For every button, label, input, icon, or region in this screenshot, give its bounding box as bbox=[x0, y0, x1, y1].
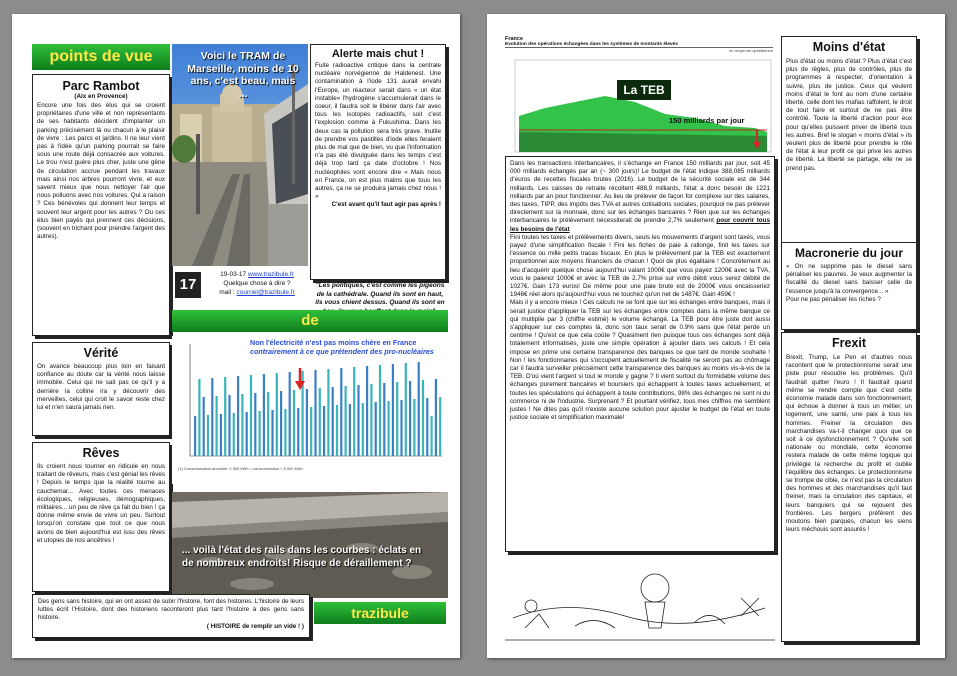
elec-bar bbox=[237, 376, 239, 456]
elec-bar bbox=[211, 378, 213, 456]
elec-bar bbox=[259, 411, 261, 456]
elec-bar bbox=[340, 368, 342, 456]
issue-info bbox=[204, 270, 310, 297]
reves-title: Rêves bbox=[82, 446, 120, 460]
frexit-article bbox=[781, 332, 917, 642]
teb-label: La TEB bbox=[617, 80, 671, 100]
elec-bar bbox=[194, 416, 196, 456]
elec-bar bbox=[375, 402, 377, 456]
macronerie-body: « On ne supprime pas le diesel sans pénaliser les pauvres. Je veux augmenter la fiscalité du diesel sans baisser celle de l'essence jusqu'à la convergence... » bbox=[786, 263, 912, 295]
elec-bar bbox=[349, 404, 351, 456]
teb-chart bbox=[505, 36, 773, 166]
elec-bar bbox=[228, 395, 230, 456]
elec-bar bbox=[310, 407, 312, 456]
moins-etat-article bbox=[781, 36, 917, 250]
brand-bottom: trazibule bbox=[314, 602, 446, 624]
moins-etat-title: Moins d'état bbox=[812, 40, 886, 54]
verite-article bbox=[32, 342, 170, 436]
elec-bar bbox=[297, 408, 299, 456]
parc-body: Encore une fois des élus qui se croient propriétaires d'une ville et non représentants de ses habitants décident d'implanter un parking précisément là ou chacun à le plaisir de vivre : Les parcs et jardins. Il ne leur vient pas à l'idée qu'un parking pourrait se faire sous une route déjà consacrée aux voitures. Le trou n'est guère plus cher, juste une gêne de circulation accrue pendant les travaux mais ainsi nos arbres pourront vivre, et eux savent mieux que nous nettoyer l'air que nous polluons avec nos voitures. Qui a raison ? Ces bénévoles qui donnent leur temps et souvent leur argent pour les autres ? Ou ces élus bien payés qui prennent ces décisions, (souvent en trichant pour prendre l'argent des autres). bbox=[37, 102, 165, 241]
teb-annotation: 150 milliards par jour bbox=[669, 116, 745, 125]
elec-bar bbox=[366, 366, 368, 456]
elec-bar bbox=[383, 383, 385, 456]
elec-bar bbox=[362, 403, 364, 456]
elec-chart-title: Non l'électricité n'est pas moins chère en France bbox=[250, 338, 417, 347]
teb-country: France bbox=[505, 36, 524, 42]
elec-bar bbox=[254, 393, 256, 456]
parc-title: Parc Rambot bbox=[62, 79, 140, 93]
right-page bbox=[487, 14, 945, 658]
elec-bar bbox=[276, 373, 278, 456]
electricity-chart bbox=[172, 336, 448, 484]
mail-label: mail : bbox=[219, 289, 235, 296]
frexit-title: Frexit bbox=[831, 336, 867, 350]
electricity-chart-drawing bbox=[172, 336, 448, 484]
elec-bar bbox=[241, 394, 243, 456]
elec-bar bbox=[207, 415, 209, 456]
macronerie-closing: Pour ne pas pénaliser les riches ? bbox=[786, 295, 881, 303]
histoire-article bbox=[32, 594, 310, 638]
elec-chart-subtitle: contrairement à ce que prétendent des pro-nucléaires bbox=[250, 347, 434, 356]
macronerie-article bbox=[781, 242, 917, 330]
elec-bar bbox=[396, 382, 398, 456]
alerte-body: Fuite radioactive critique dans la centrale nucléaire norvégienne de Haldenest. Une contamination à l'iode 131 aurait envahi l'Europe, un réacteur serait dans « un état instable» l'hydrogène s'accumulerait dans le coeur, il faudra soit le libérer dans l'air avec tous les isotopes radioactifs, soit c'est l'explosion comme à Fukushima. Dans les deux cas la pollution sera très grave. Inutile de prendre vos pastilles d'iode elles feraient plus de mal que de bien, vu que l'information n'a pas été divulguée dans les temps c'est déjà trop tard ça date d'octobre ! Nos nucléophiles vont encore dire « Mais nous en France, on est plus malins que tous les autres, ça ne se produira jamais chez nous ! » bbox=[315, 62, 441, 201]
elec-bar bbox=[413, 399, 415, 456]
alerte-title: Alerte mais chut ! bbox=[331, 48, 425, 60]
parc-subtitle: (Aix en Provence) bbox=[74, 93, 128, 100]
elec-bar bbox=[388, 401, 390, 456]
elec-bar bbox=[379, 365, 381, 456]
frexit-body: Brexit, Trump, Le Pen et d'autres nous racontent que le protectionnisme serait une piste pour résoudre les problèmes. Qu'il faudrait quitter l'euro ! Il faudrait quand même se rendre compte que c'est cette économie malade dans son fonctionnement, qui échoue à donner à tous un métier, un logement, une santé, une paix à tous les hommes. Freiner la circulation des marchandises va-t-il changer quoi que ce soit à ce dysfonctionnement ? Qu'elle soit nationale ou mondiale, cette économie restera malade de cette même logique qui privilégie la recherche du profit et oublie l'équilibre des échanges. Le protectionnisme se trompe de cible, ce n'est pas la circulation des hommes et des marchandises qu'il faut freiner, mais la circulation des capitaux, et leurs banquiers qui se rejouent des frontières. Les bergers préfèrent des moutons bien parqués, chacun les siens leurs méchouis sont assurés ! bbox=[786, 354, 912, 534]
teb-p1-text: Dans les transactions interbancaires, il s'échange en France 150 milliards par jour, soit 45 000 milliards échangés par an (~ 300 jours)! Le budget de l'état indique 388,085 milliards d'euros de recettes fiscales brutes (2016). Le budget de la sécurité sociale est de 344 milliards. Les caisses de retraite récoltent 488,9 milliards, l'état a donc besoin de 1221 milliards par an pour fonctionner. Au lieu de prélever de façon for complexe sur des salaires, des taxes, TIPP, des impôts des TVA et autres cotisations sociales, pourquoi ne pas prélever directement sur la monnaie, donc sur les échanges bancaires ? Rien que sur les échanges interbancaires le prélèvement nécessiterait de prendre 2,7% seulement bbox=[510, 160, 770, 225]
elec-bar bbox=[370, 384, 372, 456]
elec-bar bbox=[319, 388, 321, 456]
teb-p1 bbox=[510, 160, 770, 234]
elec-bar bbox=[306, 389, 308, 456]
elec-bar bbox=[314, 370, 316, 456]
parc-rambot-article bbox=[32, 74, 170, 336]
reves-article bbox=[32, 442, 170, 592]
teb-unit-note: en moyenne quotidienne bbox=[729, 48, 773, 53]
teb-p1-emphasis: pour couvrir tous les besoins de l'état bbox=[510, 217, 770, 233]
elec-chart-footnote: (1) Consommation annuelle: 2 500 kWh < consommation < 5 000 kWh bbox=[178, 466, 303, 471]
elec-bar bbox=[422, 380, 424, 456]
elec-bar bbox=[431, 416, 433, 456]
elec-bar bbox=[435, 379, 437, 456]
histoire-body: Des gens sans histoire, qui en ont assez de subir l'histoire, font des histoires. L'histoire de leurs luttes écrit l'Histoire, dont des historiens raconteront plus tard l'histoire à des gens sans histoire. bbox=[38, 598, 304, 622]
elec-bar bbox=[332, 387, 334, 456]
elec-bar bbox=[198, 379, 200, 456]
elec-bar bbox=[323, 406, 325, 456]
verite-body: On avance beaucoup plus loin en faisant confiance au doute car la vérité nous laisse immobile. Celui qui ne sait pas ce qu'il y a derrière la colline ira y découvrir des merveilles, celui qui croit le savoir reste chez lui et n'en saura jamais rien. bbox=[37, 363, 165, 412]
macronerie-title: Macronerie du jour bbox=[794, 246, 904, 260]
verite-title: Vérité bbox=[83, 346, 119, 360]
elec-bar bbox=[250, 375, 252, 456]
elec-bar bbox=[267, 392, 269, 456]
elec-bar bbox=[327, 369, 329, 456]
teb-chart-title: Evolution des opérations échangées dans les systèmes de montants élevés bbox=[505, 42, 773, 48]
reves-body: Ils croient nous tourner en ridicule en nous traitant de rêveurs, mais c'est génial les rêves ! Depuis le temps que la réalité tourne au cauchemar... Avec toutes ces menaces écologiques, religieuses, démographiques, militaires... un peu de rêve ça fait du bien ! ça donne même envie de vivre un peu. Surtout lorsqu'on constate que tout ce que nous avons de bien aujourd'hui est issu des rêves et utopies de nos ancêtres ! bbox=[37, 463, 165, 544]
elec-bar bbox=[271, 410, 273, 456]
brand-header: points de vue bbox=[32, 44, 170, 70]
alerte-closing: C'est avant qu'il faut agir pas après ! bbox=[331, 201, 441, 209]
moins-etat-body: Plus d'état ou moins d'état ? Plus d'état c'est plus de règles, plus de contrôles, plus de programmes à respecter, d'orientation à suivre, plus de justice. Ceux qui veulent moins d'état le font au nom d'une certaine liberté, celle dont les mafias raffolent, le droit de tout faire et surtout de ne pas être contrôlé. Toute la liberté d'action pour eux pour qu'elles puissent priver de liberté tous les autres. Bref le slogan « moins d'état » ils veulent plus de liberté pour prendre le rôle de l'état à leur profit ce qui prive les autres de liberté. La liberté se partage, elle ne se prend pas. bbox=[786, 58, 912, 172]
brand-mid: de bbox=[172, 310, 448, 332]
elec-bar bbox=[203, 397, 205, 456]
elec-bar bbox=[439, 397, 441, 456]
issue-date: 19-03-17 bbox=[220, 271, 247, 278]
mail-link[interactable]: courriel@trazibule.fr bbox=[236, 289, 295, 296]
rails-caption: ... voilà l'état des rails dans les courbes : éclats en de nombreux endroits! Risque de déraillement ? bbox=[182, 545, 422, 569]
left-page bbox=[12, 14, 460, 658]
alerte-article bbox=[310, 44, 446, 280]
teb-article bbox=[505, 156, 775, 552]
elec-bar bbox=[336, 405, 338, 456]
cartoon-drawing bbox=[505, 558, 775, 650]
contact-question: Quelque chose à dire ? bbox=[223, 280, 291, 287]
teb-p2: Fini toutes les taxes et prélèvements divers, seuls les mouvements d'argent sont taxés, vous payez d'une simplification fiscale ! Fini les fiches de paie à rallonge, finit les taxes sur l'essence ou mille petits tracas fiscaux. En plus le prélèvement par la TEB est exactement proportionnel aux moyens financiers de chacun ! Quoi de plus égalitaire ! Concrètement au lieu d'acquérir quelque chose aujourd'hui valant 1000€ que vous payez 1200€ avec la TVA, vous le paierez 1000€ et avec la TEB de 2.7% prise sur votre débit vous serez débité de 1027€. Gain 173 euros! De même pour une paie brute est de 2000€ vous encaisseriez 1946€ réel alors qu'aujourd'hui vous ne touchez qu'un net de 1487€. Gain 459€ ! bbox=[510, 233, 770, 299]
cartoon-sketch bbox=[505, 558, 775, 650]
teb-chart-drawing bbox=[505, 56, 773, 164]
tram-caption: Voici le TRAM de Marseille, moins de 10 ans, c'est beau, mais ... bbox=[187, 50, 299, 100]
elec-bar bbox=[289, 372, 291, 456]
elec-bar bbox=[284, 409, 286, 456]
elec-bar bbox=[409, 381, 411, 456]
pigeon-quote: "Les politiques, c'est comme les pigeons de la cathédrale. Quand ils sont en haut, ils vous chient dessus. Quand ils sont en bbox=[315, 282, 445, 307]
elec-bar bbox=[220, 414, 222, 456]
elec-bar bbox=[246, 412, 248, 456]
elec-bar bbox=[426, 398, 428, 456]
elec-bar bbox=[345, 386, 347, 456]
elec-bar bbox=[216, 396, 218, 456]
website-link[interactable]: www.trazibule.fr bbox=[247, 271, 294, 278]
elec-bar bbox=[280, 391, 282, 456]
elec-bar bbox=[400, 400, 402, 456]
elec-bar bbox=[353, 367, 355, 456]
elec-bar bbox=[405, 363, 407, 456]
histoire-cta: ( HISTOIRE de remplir un vide ! ) bbox=[206, 622, 304, 630]
elec-bar bbox=[263, 374, 265, 456]
elec-bar bbox=[392, 364, 394, 456]
elec-bar bbox=[357, 385, 359, 456]
elec-bar bbox=[418, 362, 420, 456]
elec-bar bbox=[224, 377, 226, 456]
elec-bar bbox=[233, 413, 235, 456]
issue-number: 17 bbox=[175, 272, 201, 298]
teb-p3: Mais il y a encore mieux ! Ces calculs ne se font que sur les échanges entre banques, mais il serait justice d'appliquer la TEB sur les échanges entre comptes dans la même banque ce qui multiplie par 3 (chiffre estimé) le volume échangé. La TEB pour être juste doit aussi s'appliquer sur ces comptes là, donc son taux serait de 0.9% sans que l'état perde un centime ! Qu'est ce que cela coûte ? Quasiment rien puisque tous ces échanges sont déjà totalement informatisés, juste une simple opération à ajouter dans ses calculs ! Et cela impose en prime une certaine transparence des banques ce que tant de monde souhaite ! Non ! les fonctionnaires qui s'occupent actuellement de fiscalité ne seront pas au chômage car il faudra surveiller précisément cette transparence des banques au moins vis-à-vis de la TEB. D'où vient l'argent si tout le monde y gagne ? Il vient surtout du formidable volume des échanges purement bancaires et boursiers qui échappent à toutes taxes actuellement, et toutes les spéculations qui échappent à toute contributions, 98% des échanges ne sont ni du commerce ni de l'industrie. Surprenant ? Et pourtant vérifiez, tous mes chiffres me semblent justes ! Ne dites pas qu'il n'existe aucune solution pour ajuster le budget de l'état en toute justice sociale et simplification maximale! bbox=[510, 299, 770, 422]
elec-bar bbox=[293, 390, 295, 456]
